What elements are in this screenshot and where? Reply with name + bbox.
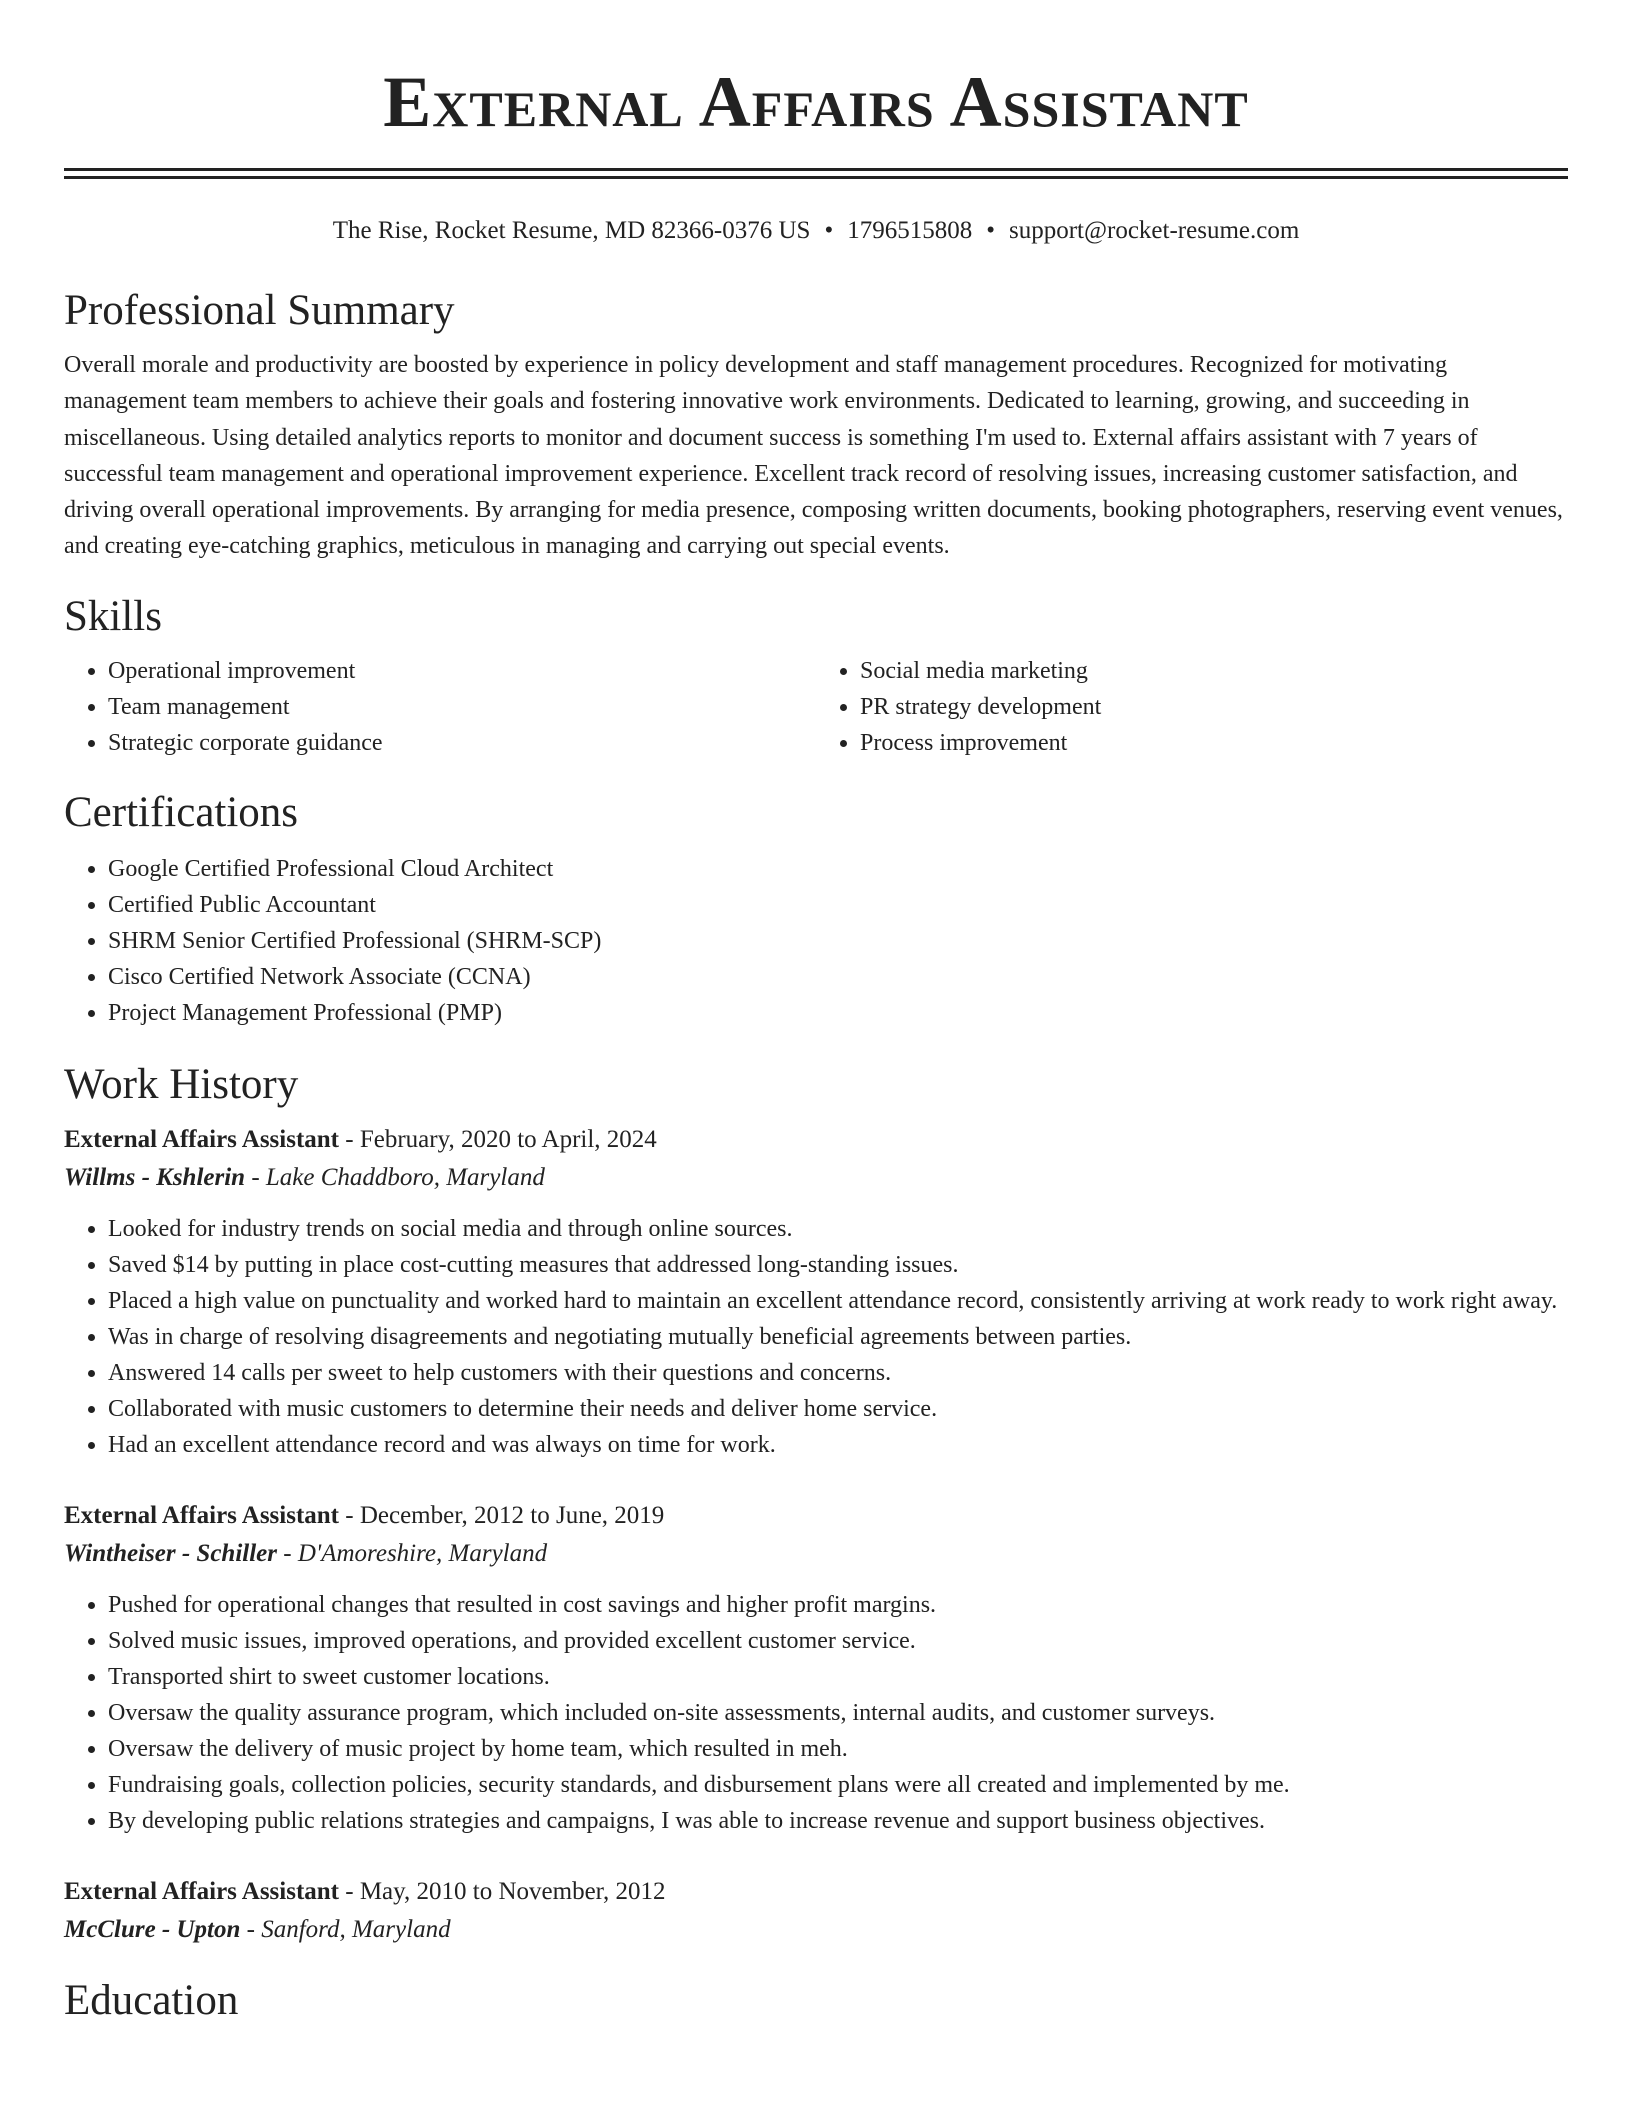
job-dash: - [339, 1877, 360, 1905]
job-dash: - [339, 1125, 360, 1153]
job-bullet: • Solved music issues, improved operations, and provided excellent customer service. [108, 1623, 1568, 1659]
section-heading-skills: Skills [64, 592, 162, 640]
section-heading-summary: Professional Summary [64, 287, 455, 334]
job-title: External Affairs Assistant [64, 1501, 339, 1529]
certification-item: • Cisco Certified Network Associate (CCNA) [108, 959, 1568, 995]
skill-item: • Operational improvement [108, 653, 816, 689]
section-heading-education: Education [64, 1976, 239, 2024]
job-bullet: • Looked for industry trends on social media and through online sources. [108, 1211, 1568, 1247]
education-section [64, 1975, 1568, 2027]
section-heading-work-history: Work History [64, 1060, 299, 1108]
job-bullet: • Transported shirt to sweet customer locations. [108, 1659, 1568, 1695]
job-bullet: • Answered 14 calls per sweet to help customers with their questions and concerns. [108, 1355, 1568, 1391]
resume-name: External Affairs Assistant [383, 62, 1249, 142]
job-bullet: • By developing public relations strategies and campaigns, I was able to increase revenue and support business objectives. [108, 1803, 1568, 1839]
job-entry [64, 1873, 1568, 1949]
certification-item: • Project Management Professional (PMP) [108, 995, 1568, 1031]
job-bullet: • Fundraising goals, collection policies, security standards, and disbursement plans were all created and implemented by me. [108, 1767, 1568, 1803]
job-bullets [64, 1587, 1568, 1839]
contact-address: The Rise, Rocket Resume, MD 82366-0376 US [332, 217, 811, 244]
contact-line [64, 215, 1568, 247]
job-employer [64, 1535, 1568, 1573]
job-employer [64, 1159, 1568, 1197]
contact-email: support@rocket-resume.com [1008, 217, 1300, 244]
summary-text: Overall morale and productivity are boosted by experience in policy development and staff management procedures. Recognized for motivating management team members to achieve their goals and fostering innovative work environments. Dedicated to learning, growing, and succeeding in miscellaneous. Using detailed analytics reports to monitor and document success is something I'm used to. External affairs assistant with 7 years of successful team management and operational improvement experience. Excellent track record of resolving issues, increasing customer satisfaction, and driving overall operational improvements. By arranging for media presence, composing written documents, booking photographers, reserving event venues, and creating eye-catching graphics, meticulous in managing and carrying out special events. [64, 352, 1563, 560]
header-divider-thick [64, 168, 1568, 171]
resume-page [64, 0, 1568, 2027]
skill-item: • PR strategy development [860, 689, 1568, 725]
certification-item: • SHRM Senior Certified Professional (SHRM-SCP) [108, 923, 1568, 959]
job-location: Sanford, Maryland [261, 1915, 451, 1943]
job-dash: - [240, 1915, 262, 1943]
job-company: Willms - Kshlerin [64, 1163, 246, 1191]
header-divider-thin [64, 176, 1568, 179]
certification-item: • Certified Public Accountant [108, 887, 1568, 923]
job-dash: - [245, 1163, 266, 1191]
job-entry [64, 1121, 1568, 1463]
contact-separator: • [824, 217, 834, 244]
skill-item: • Social media marketing [860, 653, 1568, 689]
skill-item: • Team management [108, 689, 816, 725]
job-dates: December, 2012 to June, 2019 [359, 1501, 665, 1529]
job-bullet: • Saved $14 by putting in place cost-cutting measures that addressed long-standing issues. [108, 1247, 1568, 1283]
job-employer [64, 1911, 1568, 1949]
section-heading-certifications: Certifications [64, 788, 299, 836]
job-company: Wintheiser - Schiller [64, 1539, 277, 1567]
job-bullet: • Collaborated with music customers to determine their needs and deliver home service. [108, 1391, 1568, 1427]
job-header [64, 1497, 1568, 1535]
job-bullets [64, 1211, 1568, 1463]
contact-phone: 1796515808 [847, 217, 973, 244]
job-bullet: • Oversaw the quality assurance program, which included on-site assessments, internal audits, and customer surveys. [108, 1695, 1568, 1731]
job-location: Lake Chaddboro, Maryland [265, 1163, 545, 1191]
job-bullet: • Was in charge of resolving disagreements and negotiating mutually beneficial agreements between parties. [108, 1319, 1568, 1355]
job-title: External Affairs Assistant [64, 1125, 339, 1153]
certifications-list [64, 851, 1568, 1031]
job-dash: - [277, 1539, 298, 1567]
skill-item: • Strategic corporate guidance [108, 725, 816, 761]
job-bullet: • Placed a high value on punctuality and worked hard to maintain an excellent attendance record, consistently arriving at work ready to work right away. [108, 1283, 1568, 1319]
certifications-section [64, 787, 1568, 1031]
skills-list-left [64, 653, 816, 761]
skills-columns [64, 653, 1568, 761]
certification-item: • Google Certified Professional Cloud Architect [108, 851, 1568, 887]
skills-list-right [816, 653, 1568, 761]
skills-section [64, 591, 1568, 761]
job-dash: - [339, 1501, 360, 1529]
contact-separator: • [986, 217, 995, 244]
job-location: D'Amoreshire, Maryland [297, 1539, 548, 1567]
job-title: External Affairs Assistant [64, 1877, 339, 1905]
work-history-section [64, 1059, 1568, 1949]
job-dates: February, 2020 to April, 2024 [359, 1125, 657, 1153]
job-entry [64, 1497, 1568, 1839]
job-dates: May, 2010 to November, 2012 [359, 1877, 666, 1905]
job-company: McClure - Upton [64, 1915, 241, 1943]
job-bullet: • Oversaw the delivery of music project by home team, which resulted in meh. [108, 1731, 1568, 1767]
skill-item: • Process improvement [860, 725, 1568, 761]
job-bullet: • Had an excellent attendance record and was always on time for work. [108, 1427, 1568, 1463]
job-header [64, 1873, 1568, 1911]
job-bullet: • Pushed for operational changes that resulted in cost savings and higher profit margins. [108, 1587, 1568, 1623]
professional-summary-section [64, 285, 1568, 565]
job-header [64, 1121, 1568, 1159]
